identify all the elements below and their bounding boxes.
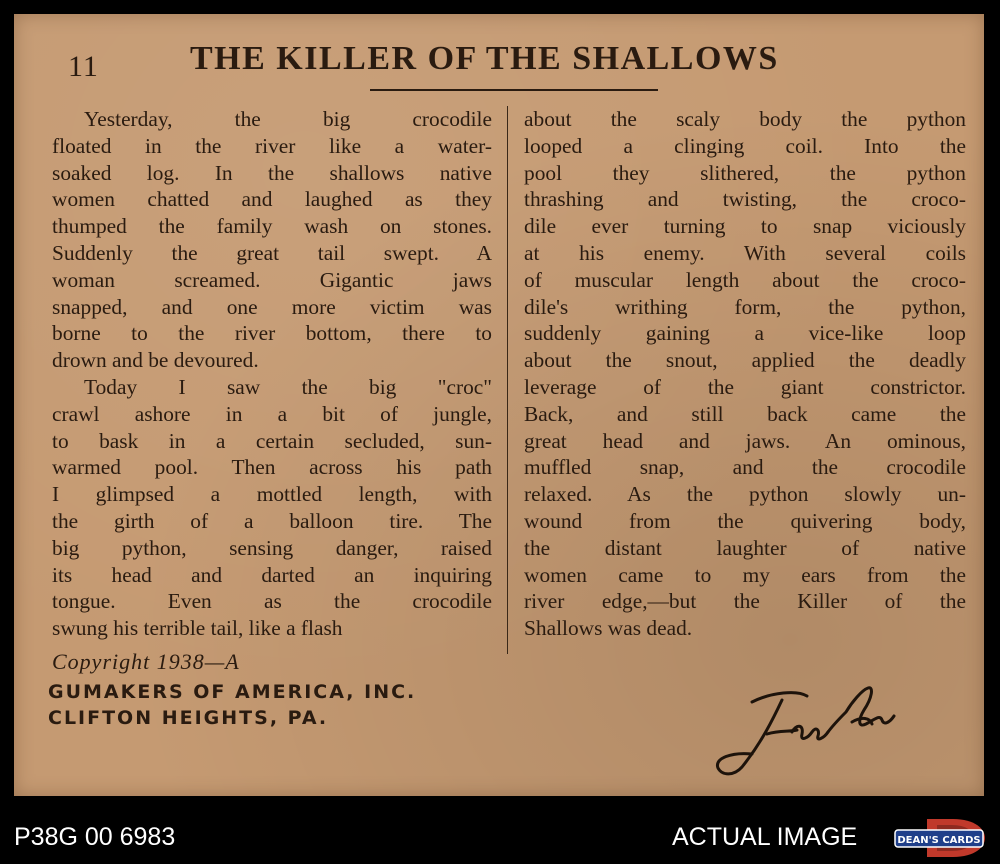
- story-line: its head and darted an inquiring: [52, 562, 492, 587]
- story-line: of muscular length about the croco-: [524, 267, 966, 292]
- story-line: Today I saw the big "croc": [84, 374, 492, 399]
- story-left-column: [52, 106, 492, 642]
- story-line: dile's writhing form, the python,: [524, 294, 966, 319]
- story-line: I glimpsed a mottled length, with: [52, 482, 492, 507]
- story-right-column: [524, 106, 966, 642]
- copyright-line: Copyright 1938—A: [52, 649, 240, 674]
- story-line: dile ever turning to snap viciously: [524, 214, 966, 239]
- story-line: the distant laughter of native: [524, 535, 966, 560]
- story-line: at his enemy. With several coils: [524, 240, 966, 265]
- story-line: wound from the quivering body,: [524, 508, 966, 533]
- story-line: Back, and still back came the: [524, 401, 966, 426]
- column-divider: [507, 106, 508, 654]
- story-line: Yesterday, the big crocodile: [84, 107, 492, 131]
- story-line: Suddenly the great tail swept. A: [52, 240, 492, 265]
- deans-cards-logo: [893, 817, 987, 859]
- story-line: floated in the river like a water-: [52, 133, 492, 158]
- story-line: warmed pool. Then across his path: [52, 455, 492, 480]
- story-line: leverage of the giant constrictor.: [524, 374, 966, 399]
- card-title: THE KILLER OF THE SHALLOWS: [190, 40, 779, 77]
- story-line: about the snout, applied the deadly: [524, 348, 966, 373]
- story-line: the girth of a balloon tire. The: [52, 508, 492, 533]
- story-line: crawl ashore in a bit of jungle,: [52, 401, 492, 426]
- certification-id: P38G 00 6983: [14, 823, 176, 851]
- card-number: 11: [68, 50, 99, 83]
- actual-image-label: ACTUAL IMAGE: [672, 823, 858, 851]
- story-line: snapped, and one more victim was: [52, 294, 492, 319]
- title-underline: [370, 89, 658, 91]
- story-line: pool they slithered, the python: [524, 160, 966, 185]
- story-line: suddenly gaining a vice-like loop: [524, 321, 966, 346]
- story-line: soaked log. In the shallows native: [52, 160, 492, 185]
- story-line: about the scaly body the python: [524, 107, 966, 131]
- story-line: looped a clinging coil. Into the: [524, 133, 966, 158]
- story-line: women came to my ears from the: [524, 562, 966, 587]
- svg-text:DEAN'S CARDS: DEAN'S CARDS: [897, 835, 981, 846]
- story-line: muffled snap, and the crocodile: [524, 455, 966, 480]
- story-line: tongue. Even as the crocodile: [52, 589, 492, 614]
- story-line: great head and jaws. An ominous,: [524, 428, 966, 453]
- story-line: borne to the river bottom, there to: [52, 321, 492, 346]
- story-line: women chatted and laughed as they: [52, 187, 492, 212]
- story-line: river edge,—but the Killer of the: [524, 589, 966, 614]
- story-line: thrashing and twisting, the croco-: [524, 187, 966, 212]
- story-line: drown and be devoured.: [52, 348, 259, 373]
- story-line: thumped the family wash on stones.: [52, 214, 492, 239]
- story-line: woman screamed. Gigantic jaws: [52, 267, 492, 292]
- signature: [712, 672, 897, 784]
- story-line: big python, sensing danger, raised: [52, 535, 492, 560]
- story-line: swung his terrible tail, like a flash: [52, 616, 343, 641]
- publisher-name: GUMAKERS OF AMERICA, INC.: [48, 681, 417, 703]
- story-line: to bask in a certain secluded, sun-: [52, 428, 492, 453]
- story-line: Shallows was dead.: [524, 616, 693, 641]
- story-line: relaxed. As the python slowly un-: [524, 482, 966, 507]
- publisher-city: CLIFTON HEIGHTS, PA.: [48, 707, 329, 729]
